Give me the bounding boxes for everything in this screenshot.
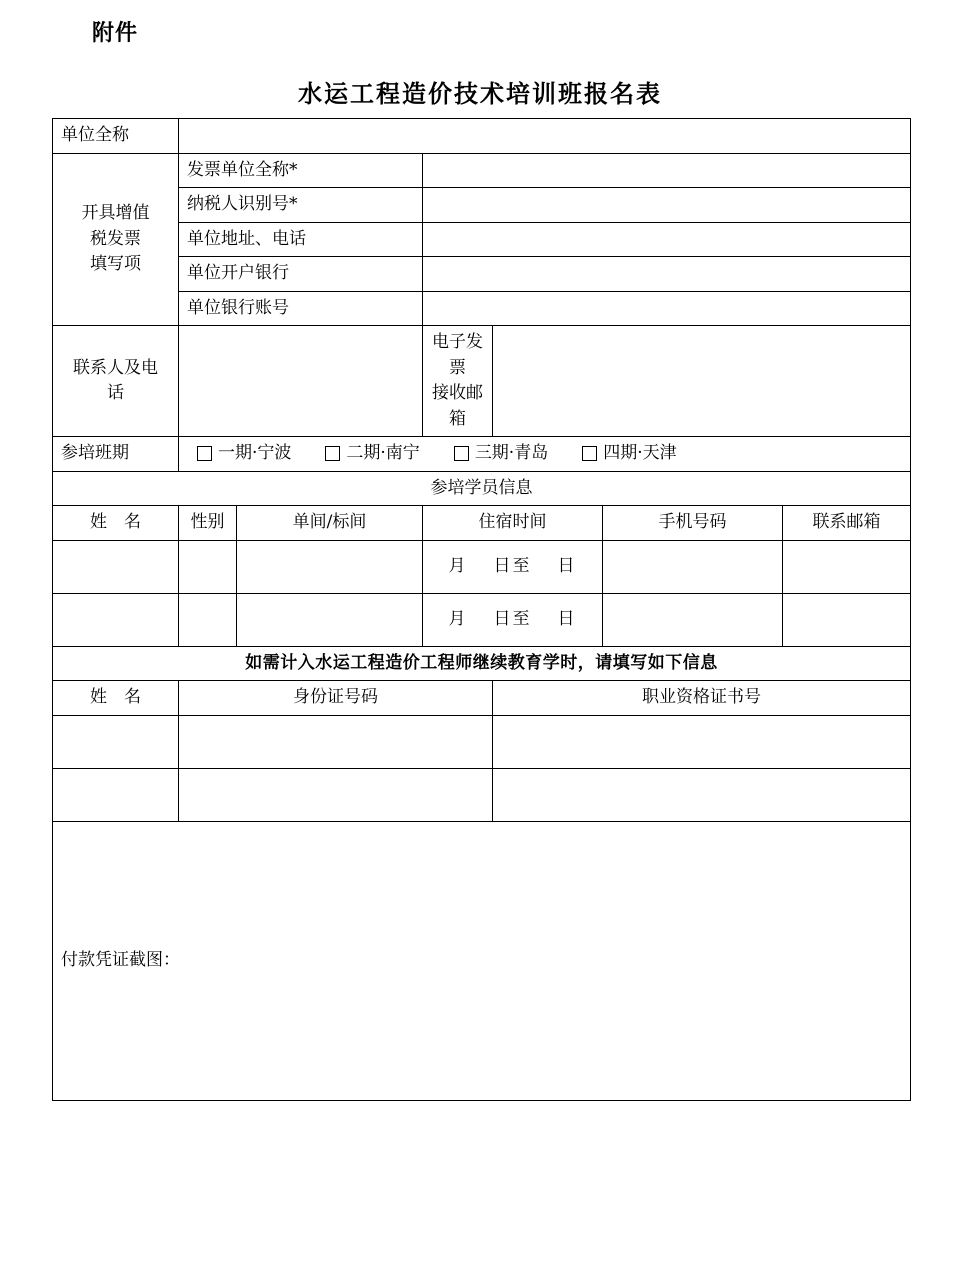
trainee-stay-1[interactable] <box>423 593 603 646</box>
trainee-header-gender: 性别 <box>179 506 237 541</box>
table-row-cpd-0 <box>53 715 911 768</box>
trainee-stay-month-0: 月 <box>448 555 468 576</box>
registration-form-table <box>52 118 911 1101</box>
trainee-stay-0[interactable] <box>423 540 603 593</box>
table-row-cpd-1 <box>53 768 911 821</box>
table-row-trainee-0 <box>53 540 911 593</box>
cpd-name-0[interactable] <box>53 715 179 768</box>
cpd-header-name: 姓 名 <box>53 681 179 716</box>
class-period-options <box>179 437 911 472</box>
trainee-email-1[interactable] <box>783 593 911 646</box>
trainee-header-room: 单间/标间 <box>237 506 423 541</box>
invoice-label-0: 发票单位全称* <box>179 153 423 188</box>
table-row-payment <box>53 821 911 1100</box>
trainee-name-1[interactable] <box>53 593 179 646</box>
trainee-section-title: 参培学员信息 <box>53 471 911 506</box>
class-option-2[interactable] <box>454 441 548 467</box>
class-option-label-3: 四期·天津 <box>603 443 677 463</box>
trainee-gender-1[interactable] <box>179 593 237 646</box>
invoice-label-2: 单位地址、电话 <box>179 222 423 257</box>
trainee-header-phone: 手机号码 <box>603 506 783 541</box>
table-row-cpd-notice <box>53 646 911 681</box>
einvoice-email-value[interactable] <box>493 326 911 437</box>
table-row-invoice-3 <box>53 257 911 292</box>
contact-label: 联系人及电 话 <box>53 326 179 437</box>
invoice-value-1[interactable] <box>423 188 911 223</box>
table-row-trainee-section <box>53 471 911 506</box>
trainee-gender-0[interactable] <box>179 540 237 593</box>
checkbox-icon[interactable] <box>325 446 340 461</box>
payment-screenshot-area[interactable] <box>53 821 911 1100</box>
class-period-label: 参培班期 <box>53 437 179 472</box>
cpd-header-certificate: 职业资格证书号 <box>493 681 911 716</box>
trainee-stay-to-0: 日 <box>557 555 577 576</box>
unit-full-name-value[interactable] <box>179 119 911 154</box>
trainee-stay-from-0: 日至 <box>493 555 532 576</box>
trainee-email-0[interactable] <box>783 540 911 593</box>
invoice-value-0[interactable] <box>423 153 911 188</box>
class-option-1[interactable] <box>325 441 419 467</box>
table-row-trainee-headers <box>53 506 911 541</box>
cpd-name-1[interactable] <box>53 768 179 821</box>
class-option-0[interactable] <box>197 441 291 467</box>
payment-label: 付款凭证截图： <box>61 949 180 970</box>
table-row-invoice-1 <box>53 188 911 223</box>
invoice-group-label: 开具增值 税发票 填写项 <box>53 153 179 326</box>
table-row-trainee-1 <box>53 593 911 646</box>
einvoice-email-label: 电子发票 接收邮箱 <box>423 326 493 437</box>
trainee-room-0[interactable] <box>237 540 423 593</box>
trainee-header-email: 联系邮箱 <box>783 506 911 541</box>
invoice-value-2[interactable] <box>423 222 911 257</box>
table-row-invoice-4 <box>53 291 911 326</box>
class-option-label-0: 一期·宁波 <box>218 443 292 463</box>
table-row-contact <box>53 326 911 437</box>
table-row-invoice-0 <box>53 153 911 188</box>
class-option-3[interactable] <box>582 441 676 467</box>
trainee-phone-0[interactable] <box>603 540 783 593</box>
trainee-name-0[interactable] <box>53 540 179 593</box>
cpd-notice: 如需计入水运工程造价工程师继续教育学时，请填写如下信息 <box>53 646 911 681</box>
invoice-value-4[interactable] <box>423 291 911 326</box>
cpd-header-id: 身份证号码 <box>179 681 493 716</box>
trainee-room-1[interactable] <box>237 593 423 646</box>
attachment-label: 附件 <box>92 21 139 46</box>
trainee-phone-1[interactable] <box>603 593 783 646</box>
cpd-certificate-1[interactable] <box>493 768 911 821</box>
trainee-header-stay: 住宿时间 <box>423 506 603 541</box>
cpd-id-1[interactable] <box>179 768 493 821</box>
invoice-label-1: 纳税人识别号* <box>179 188 423 223</box>
table-row-invoice-2 <box>53 222 911 257</box>
trainee-stay-to-1: 日 <box>557 608 577 629</box>
table-row-class-period <box>53 437 911 472</box>
checkbox-icon[interactable] <box>197 446 212 461</box>
invoice-label-4: 单位银行账号 <box>179 291 423 326</box>
unit-full-name-label: 单位全称 <box>53 119 179 154</box>
trainee-stay-from-1: 日至 <box>493 608 532 629</box>
contact-value[interactable] <box>179 326 423 437</box>
invoice-label-3: 单位开户银行 <box>179 257 423 292</box>
class-option-label-1: 二期·南宁 <box>346 443 420 463</box>
table-row-cpd-headers <box>53 681 911 716</box>
cpd-certificate-0[interactable] <box>493 715 911 768</box>
table-row-unit-name <box>53 119 911 154</box>
cpd-id-0[interactable] <box>179 715 493 768</box>
checkbox-icon[interactable] <box>582 446 597 461</box>
class-option-label-2: 三期·青岛 <box>474 443 549 463</box>
invoice-value-3[interactable] <box>423 257 911 292</box>
trainee-stay-month-1: 月 <box>448 608 468 629</box>
page-title: 水运工程造价技术培训班报名表 <box>298 79 662 108</box>
trainee-header-name: 姓 名 <box>53 506 179 541</box>
checkbox-icon[interactable] <box>454 446 469 461</box>
